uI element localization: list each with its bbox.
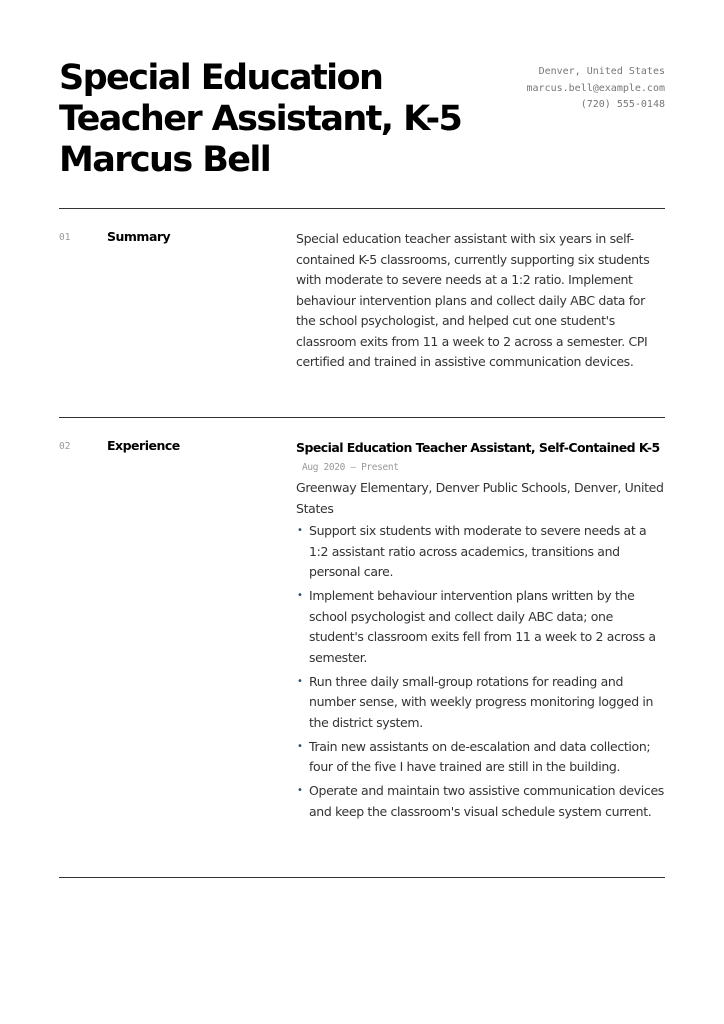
list-item: • Support six students with moderate to severe needs at a 1:2 assistant ratio across academics, transitions and personal care.	[297, 523, 647, 579]
divider-top	[59, 208, 665, 209]
bullet-marker: •	[297, 590, 303, 601]
job-dates: Aug 2020 — Present	[302, 462, 399, 473]
bullet-marker: •	[297, 740, 303, 752]
candidate-name-title: Special Education Teacher Assistant, K-5 Marcus Bell	[59, 58, 462, 180]
bullet-marker: •	[297, 525, 303, 536]
contact-block	[527, 64, 665, 114]
bullet-marker: •	[297, 785, 303, 796]
divider-middle	[59, 417, 665, 418]
contact-location: Denver, United States	[538, 66, 665, 77]
section-number: 02	[59, 441, 71, 452]
list-item: • Train new assistants on de-escalation and data collection; four of the five I have trained are still in the building.	[297, 738, 651, 774]
job-employer-location: Greenway Elementary, Denver Public Schools, Denver, United States	[296, 480, 664, 516]
section-title: Experience	[107, 438, 180, 453]
contact-email: marcus.bell@example.com	[526, 82, 665, 94]
job-bullet-list	[296, 521, 666, 822]
section-title: Summary	[107, 229, 171, 244]
resume-header	[59, 58, 665, 208]
job-entry	[296, 438, 666, 826]
list-item: • Implement behaviour intervention plans written by the school psychologist and collect daily ABC data; one student's classroom exits fell from 11 a week to 2 across a semester.	[297, 588, 656, 665]
summary-text: Special education teacher assistant with six years in self-contained K-5 classrooms, currently supporting six students with moderate to severe needs at a 1:2 ratio. Implement behaviour intervention plans and collect daily ABC data for the school psychologist, and helped cut one student's classroom exits from 11 a week to 2 across a semester. CPI certified and trained in assistive communication devices.	[296, 231, 650, 369]
contact-phone: (720) 555-0148	[580, 99, 665, 110]
section-number: 01	[59, 232, 71, 243]
list-item: • Operate and maintain two assistive communication devices and keep the classroom's visual schedule system current.	[297, 783, 664, 819]
divider-bottom	[59, 877, 665, 878]
list-item: • Run three daily small-group rotations for reading and number sense, with weekly progress monitoring logged in the district system.	[297, 673, 654, 730]
job-title: Special Education Teacher Assistant, Self-Contained K-5	[296, 440, 660, 455]
resume-page	[59, 0, 665, 1024]
bullet-marker: •	[297, 675, 303, 687]
